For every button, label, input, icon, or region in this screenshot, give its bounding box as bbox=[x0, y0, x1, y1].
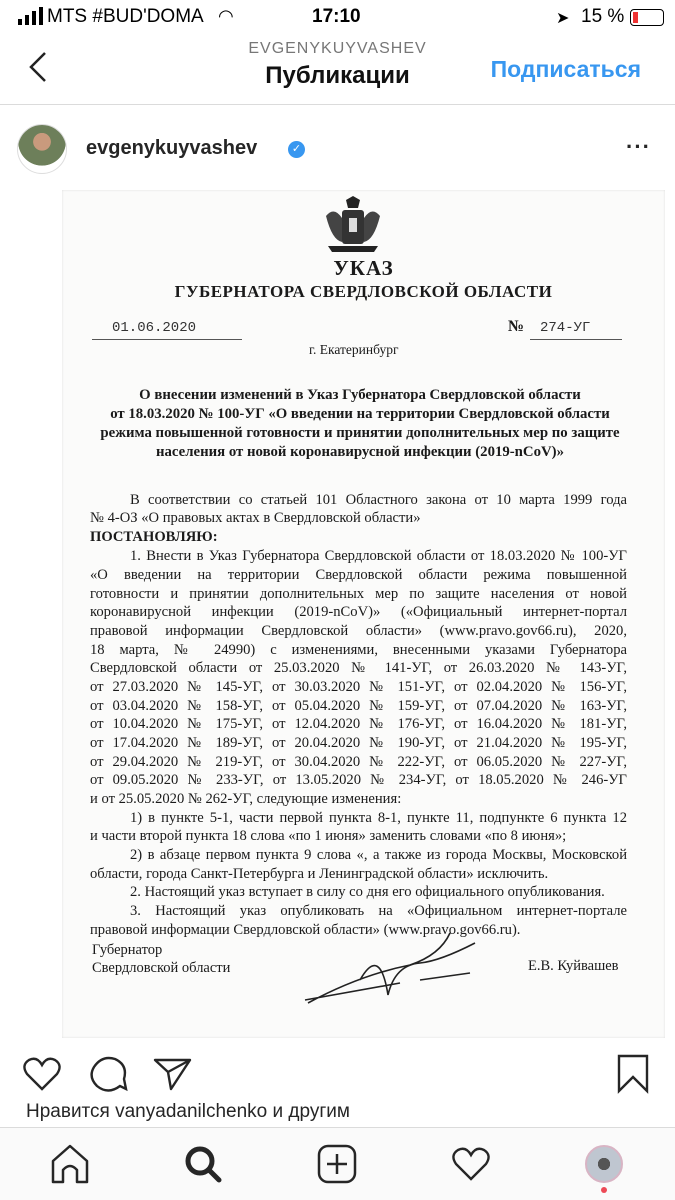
number-underline bbox=[530, 339, 622, 340]
notification-dot bbox=[601, 1187, 607, 1193]
decree-body-line: В соответствии со статьей 101 Областного закона от 10 марта 1999 года bbox=[130, 492, 627, 508]
decree-title-line: режима повышенной готовности и принятии дополнительных мер по защите bbox=[100, 425, 620, 441]
decree-body-line: 1. Внести в Указ Губернатора Свердловской области от 18.03.2020 № 100-УГ bbox=[130, 548, 627, 564]
decree-body-line: области, города Санкт-Петербурга и Ленинградской области» исключить. bbox=[90, 866, 549, 882]
avatar[interactable] bbox=[17, 124, 67, 174]
decree-body-line: от 27.03.2020 № 145-УГ, от 30.03.2020 № 151-УГ, от 02.04.2020 № 156-УГ, bbox=[90, 679, 627, 695]
battery-percent: 15 % bbox=[581, 6, 625, 27]
decree-title-line: от 18.03.2020 № 100-УГ «О введении на территории Свердловской области bbox=[110, 406, 610, 422]
decree-title-line: О внесении изменений в Указ Губернатора Свердловской области bbox=[139, 387, 581, 403]
signature bbox=[300, 925, 480, 1015]
decree-body-line: правовой информации Свердловской области» (www.pravo.gov66.ru), 2020, bbox=[90, 623, 627, 639]
decree-body-line: 1) в пункте 5-1, части первой пункта 8-1, пункте 11, подпункте 6 пункта 12 bbox=[130, 810, 627, 826]
decree-body-line: «О введении на территории Свердловской области режима повышенной bbox=[90, 567, 627, 583]
profile-tab-avatar[interactable] bbox=[585, 1145, 623, 1183]
decree-body-line: коронавирусной инфекции (2019-nCoV)» («Официальный интернет-портал bbox=[90, 604, 627, 620]
decree-body-line: от 03.04.2020 № 158-УГ, от 05.04.2020 № 159-УГ, от 07.04.2020 № 163-УГ, bbox=[90, 698, 627, 714]
decree-body-line: и части второй пункта 18 слова «по 1 июня» заменить словами «по 8 июня»; bbox=[90, 828, 567, 844]
more-options-icon[interactable]: ··· bbox=[626, 134, 651, 159]
like-icon[interactable] bbox=[22, 1056, 62, 1097]
clock: 17:10 bbox=[312, 6, 361, 27]
search-icon[interactable] bbox=[183, 1144, 223, 1189]
decree-body-line: 2) в абзаце первом пункта 9 слова «, а также из города Москвы, Московской bbox=[130, 847, 627, 863]
share-icon[interactable] bbox=[153, 1056, 193, 1097]
decree-number: 274-УГ bbox=[540, 320, 591, 336]
coat-of-arms-icon bbox=[322, 196, 384, 259]
follow-button[interactable]: Подписаться bbox=[490, 56, 641, 82]
signer-title-2: Свердловской области bbox=[92, 960, 231, 976]
nav-subtitle: EVGENYKUYVASHEV bbox=[248, 40, 427, 57]
decree-body-line: от 09.05.2020 № 233-УГ, от 13.05.2020 № 234-УГ, от 18.05.2020 № 246-УГ bbox=[90, 772, 627, 788]
signer-title-1: Губернатор bbox=[92, 942, 163, 958]
decree-city: г. Екатеринбург bbox=[309, 342, 399, 357]
page-title: Публикации bbox=[265, 62, 410, 89]
decree-body-line: 3. Настоящий указ опубликовать на «Официальном интернет-портале bbox=[130, 903, 627, 919]
decree-body-line: и от 25.05.2020 № 262-УГ, следующие изменения: bbox=[90, 791, 402, 807]
decree-body-line: готовности и принятии дополнительных мер по защите населения от новой bbox=[90, 586, 627, 602]
number-label: № bbox=[508, 318, 525, 335]
likes-text[interactable]: Нравится vanyadanilchenko и другим bbox=[26, 1101, 350, 1122]
divider bbox=[0, 104, 675, 105]
decree-title-line: населения от новой коронавирусной инфекции (2019-nCoV)» bbox=[155, 444, 565, 460]
decree-body-line: 2. Настоящий указ вступает в силу со дня его официального опубликования. bbox=[130, 884, 605, 900]
decree-body-line: Свердловской области от 25.03.2020 № 141-УГ, от 26.03.2020 № 143-УГ, bbox=[90, 660, 627, 676]
decree-body-line: от 29.04.2020 № 219-УГ, от 30.04.2020 № 222-УГ, от 06.05.2020 № 227-УГ, bbox=[90, 754, 627, 770]
decree-body-line: № 4-ОЗ «О правовых актах в Свердловской области» bbox=[90, 510, 421, 526]
bottom-tab-bar bbox=[0, 1127, 675, 1200]
home-icon[interactable] bbox=[50, 1144, 90, 1189]
decree-body-line: ПОСТАНОВЛЯЮ: bbox=[90, 529, 218, 545]
comment-icon[interactable] bbox=[88, 1055, 128, 1098]
wifi-icon: ◠ bbox=[218, 6, 234, 26]
activity-heart-icon[interactable] bbox=[451, 1146, 491, 1187]
date-underline bbox=[92, 339, 242, 340]
decree-body-line: от 10.04.2020 № 175-УГ, от 12.04.2020 № 176-УГ, от 16.04.2020 № 181-УГ, bbox=[90, 716, 627, 732]
battery-icon bbox=[630, 9, 664, 26]
decree-heading: УКАЗ bbox=[333, 256, 394, 280]
verified-badge-icon: ✓ bbox=[288, 141, 305, 158]
decree-subheading: ГУБЕРНАТОРА СВЕРДЛОВСКОЙ ОБЛАСТИ bbox=[174, 282, 553, 301]
username[interactable]: evgenykuyvashev bbox=[86, 137, 258, 159]
signer-name: Е.В. Куйвашев bbox=[528, 958, 619, 974]
decree-body-line: 18 марта, № 24990) с изменениями, внесенными указами Губернатора bbox=[90, 642, 627, 658]
new-post-icon[interactable] bbox=[317, 1144, 357, 1189]
location-icon: ➤ bbox=[556, 10, 570, 27]
carrier: MTS #BUD'DOMA bbox=[47, 6, 204, 27]
decree-date: 01.06.2020 bbox=[112, 320, 197, 336]
decree-body-line: от 17.04.2020 № 189-УГ, от 20.04.2020 № 190-УГ, от 21.04.2020 № 195-УГ, bbox=[90, 735, 627, 751]
decree-body-line: правовой информации Свердловской области» (www.pravo.gov66.ru). bbox=[90, 922, 521, 938]
bookmark-icon[interactable] bbox=[616, 1054, 652, 1099]
